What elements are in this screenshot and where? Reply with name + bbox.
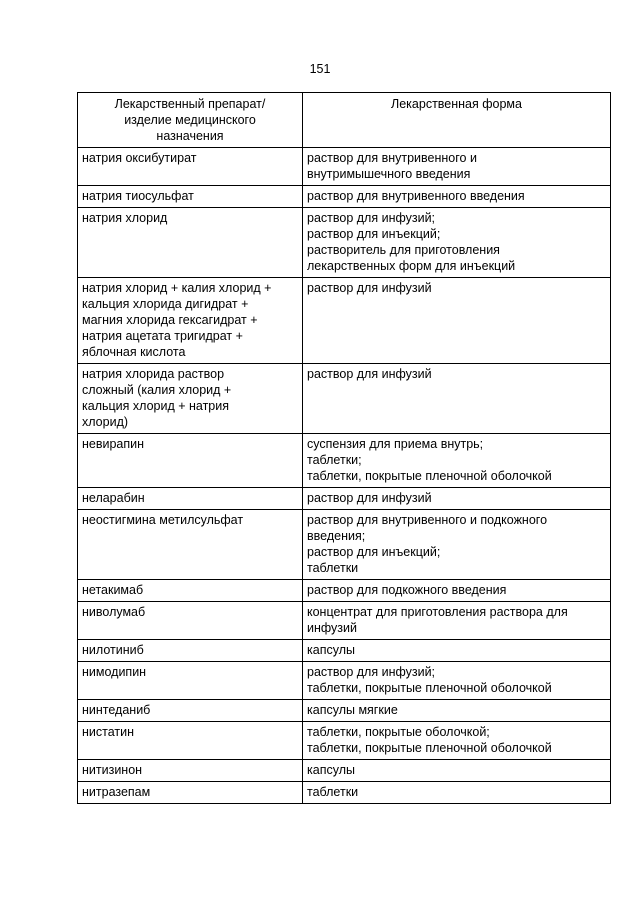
header-drug: Лекарственный препарат/ изделие медицинского назначения: [78, 93, 303, 148]
table-row: [78, 722, 611, 760]
cell-form: раствор для инфузий; раствор для инъекций; растворитель для приготовления лекарственных форм для инъекций: [303, 208, 611, 278]
cell-form: раствор для внутривенного введения: [303, 186, 611, 208]
table-row: [78, 700, 611, 722]
cell-form: раствор для инфузий: [303, 278, 611, 364]
table-row: [78, 640, 611, 662]
table-row: [78, 148, 611, 186]
table-row: [78, 602, 611, 640]
cell-drug: натрия хлорида раствор сложный (калия хлорид + кальция хлорид + натрия хлорид): [78, 364, 303, 434]
table-row: [78, 186, 611, 208]
cell-form: капсулы мягкие: [303, 700, 611, 722]
cell-drug: невирапин: [78, 434, 303, 488]
table-row: [78, 662, 611, 700]
table-row: [78, 782, 611, 804]
table-row: [78, 208, 611, 278]
cell-form: раствор для внутривенного и подкожного введения; раствор для инъекций; таблетки: [303, 510, 611, 580]
cell-form: капсулы: [303, 760, 611, 782]
header-form: Лекарственная форма: [303, 93, 611, 148]
cell-drug: нетакимаб: [78, 580, 303, 602]
table-row: [78, 364, 611, 434]
cell-drug: натрия хлорид: [78, 208, 303, 278]
cell-drug: нилотиниб: [78, 640, 303, 662]
cell-form: раствор для подкожного введения: [303, 580, 611, 602]
table-header: [78, 93, 611, 148]
table-row: [78, 580, 611, 602]
cell-form: раствор для инфузий: [303, 488, 611, 510]
cell-form: концентрат для приготовления раствора для инфузий: [303, 602, 611, 640]
table-row: [78, 434, 611, 488]
header-row: [78, 93, 611, 148]
cell-drug: нимодипин: [78, 662, 303, 700]
drug-table: [77, 92, 611, 804]
cell-form: раствор для внутривенного и внутримышечного введения: [303, 148, 611, 186]
cell-drug: натрия хлорид + калия хлорид + кальция хлорида дигидрат + магния хлорида гексагидрат + натрия ацетата тригидрат + яблочная кислота: [78, 278, 303, 364]
cell-drug: ниволумаб: [78, 602, 303, 640]
cell-form: капсулы: [303, 640, 611, 662]
cell-form: таблетки: [303, 782, 611, 804]
table-row: [78, 488, 611, 510]
cell-drug: натрия тиосульфат: [78, 186, 303, 208]
cell-form: раствор для инфузий: [303, 364, 611, 434]
cell-form: таблетки, покрытые оболочкой; таблетки, покрытые пленочной оболочкой: [303, 722, 611, 760]
cell-drug: нистатин: [78, 722, 303, 760]
cell-drug: натрия оксибутират: [78, 148, 303, 186]
cell-drug: нитразепам: [78, 782, 303, 804]
cell-drug: нинтеданиб: [78, 700, 303, 722]
table-row: [78, 278, 611, 364]
cell-drug: нитизинон: [78, 760, 303, 782]
cell-drug: неларабин: [78, 488, 303, 510]
page-number: 151: [309, 62, 331, 76]
cell-drug: неостигмина метилсульфат: [78, 510, 303, 580]
table-row: [78, 510, 611, 580]
table-body: [78, 148, 611, 804]
cell-form: раствор для инфузий; таблетки, покрытые пленочной оболочкой: [303, 662, 611, 700]
cell-form: суспензия для приема внутрь; таблетки; таблетки, покрытые пленочной оболочкой: [303, 434, 611, 488]
table-row: [78, 760, 611, 782]
